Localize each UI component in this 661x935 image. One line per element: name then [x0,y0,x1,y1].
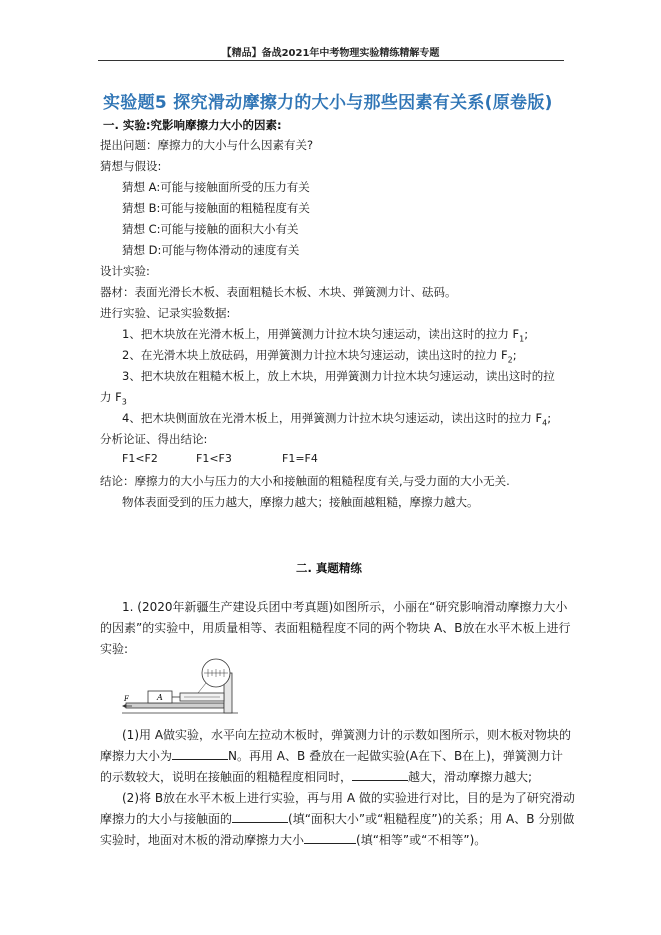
answer-blank-1[interactable] [172,748,228,760]
step-3-cont-text: 力 F [100,390,122,404]
part-2-line-3b: (填“相等”或“不相等”)。 [356,833,487,847]
dial-pointer-line [198,683,206,693]
question-1-line-1: 1. (2020年新疆生产建设兵团中考真题)如图所示，小丽在“研究影响滑动摩擦力大小 [122,600,568,614]
part-2-line-3a: 实验时，地面对木板的滑动摩擦力大小 [100,833,305,847]
formula-1: F1<F2 [122,452,158,465]
part-1-line-3b: 越大，滑动摩擦力越大; [408,770,533,784]
part-2-line-1: (2)将 B放在水平木板上进行实验，再与用 A 做的实验进行对比，目的是为了研究滑动 [122,791,575,805]
hypothesis-label: 猜想与假设: [100,159,162,173]
analysis-label: 分析论证、得出结论: [100,432,208,446]
conclusion-1: 结论：摩擦力的大小与压力的大小和接触面的粗糙程度有关,与受力面的大小无关. [100,474,510,488]
experiment-figure [120,655,250,717]
hypothesis-a: 猜想 A:可能与接触面所受的压力有关 [122,180,310,194]
question-1-line-3: 实验: [100,642,129,656]
part-1-line-2 [100,747,563,764]
part-1-line-3a: 的示数较大，说明在接触面的粗糙程度相同时， [100,770,353,784]
step-1-end: ; [524,327,529,341]
step-2-text: 2、在光滑木块上放砝码，用弹簧测力计拉木块匀速运动，读出这时的拉力 F [122,348,508,362]
section2-heading: 二. 真题精练 [296,561,362,575]
hypothesis-c: 猜想 C:可能与接触的面积大小有关 [122,222,299,236]
part-2-line-2 [100,810,574,827]
question-1-line-2: 的因素”的实验中，用质量相等、表面粗糙程度不同的两个物块 A、B放在水平木板上进行 [100,621,571,635]
page-header: 【精品】备战2021年中考物理实验精练精解专题 [221,48,440,59]
step-4-end: ; [547,411,552,425]
force-label: F [124,695,129,703]
step-3-cont [100,389,127,406]
step-2-subscript: 2 [507,355,513,365]
header-divider [98,60,564,61]
page-title: 实验题5 探究滑动摩擦力的大小与那些因素有关系(原卷版) [103,93,553,113]
step-2-end: ; [512,348,517,362]
wooden-board [126,703,224,708]
force-arrow-head [122,704,126,708]
answer-blank-4[interactable] [304,832,356,844]
step-3: 3、把木块放在粗糙木板上，放上木块，用弹簧测力计拉木块匀速运动，读出这时的拉 [122,369,555,383]
part-2-line-2a: 摩擦力的大小与接触面的 [100,812,233,826]
part-1-line-2a: 摩擦力大小为 [100,749,173,763]
step-1-text: 1、把木块放在光滑木板上，用弹簧测力计拉木块匀速运动，读出这时的拉力 F [122,327,520,341]
part-2-line-3 [100,831,486,848]
step-4-subscript: 4 [542,418,548,428]
step-1 [122,326,528,343]
step-4 [122,410,551,427]
part-1-line-1: (1)用 A做实验，水平向左拉动木板时，弹簧测力计的示数如图所示，则木板对物块的 [122,728,572,742]
hypothesis-b: 猜想 B:可能与接触面的粗糙程度有关 [122,201,310,215]
section1-heading: 一. 实验:究影响摩擦力大小的因素: [103,118,282,132]
procedure-label: 进行实验、记录实验数据: [100,306,231,320]
research-question: 提出问题：摩擦力的大小与什么因素有关? [100,138,314,152]
answer-blank-2[interactable] [352,769,408,781]
conclusion-2: 物体表面受到的压力越大，摩擦力越大；接触面越粗糙，摩擦力越大。 [122,495,479,509]
equipment-list: 器材：表面光滑长木板、表面粗糙长木板、木块、弹簧测力计、砝码。 [100,285,457,299]
step-1-subscript: 1 [519,334,525,344]
step-2 [122,347,517,364]
answer-blank-3[interactable] [232,811,288,823]
part-2-line-2b: (填“面积大小”或“粗糙程度”)的关系；用 A、B 分别做 [288,812,575,826]
hypothesis-d: 猜想 D:可能与物体滑动的速度有关 [122,243,300,257]
formula-3: F1=F4 [282,452,318,465]
block-a-label: A [157,693,163,702]
design-label: 设计实验: [100,264,150,278]
step-4-text: 4、把木块侧面放在光滑木板上，用弹簧测力计拉木块匀速运动，读出这时的拉力 F [122,411,543,425]
step-3-subscript: 3 [121,397,127,407]
formula-2: F1<F3 [196,452,232,465]
part-1-line-2b: N。再用 A、B 叠放在一起做实验(A在下、B在上)，弹簧测力计 [228,749,563,763]
part-1-line-3 [100,768,532,785]
